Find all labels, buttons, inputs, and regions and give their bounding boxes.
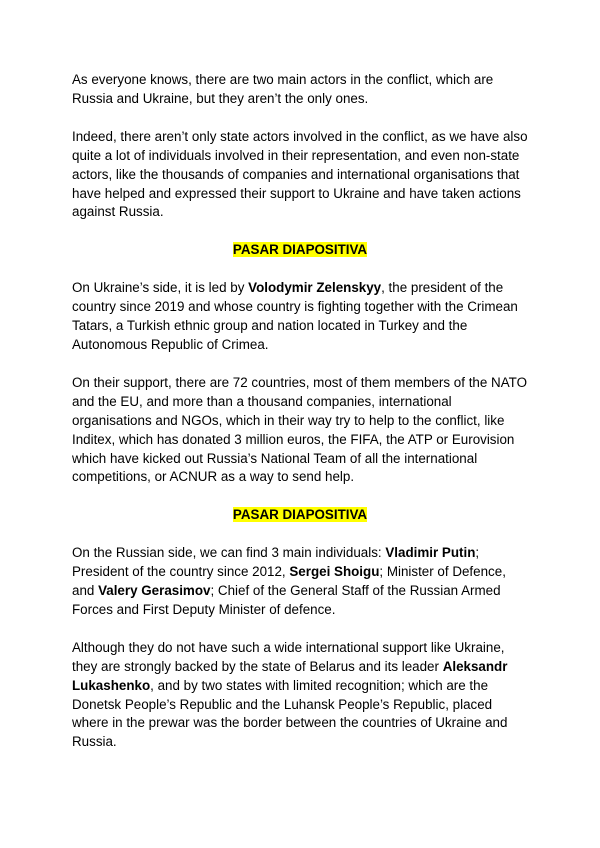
slide-cue-label: PASAR DIAPOSITIVA: [232, 242, 368, 258]
slide-cue-label: PASAR DIAPOSITIVA: [232, 507, 368, 523]
text-run: ; Minister of Defence, and: [72, 564, 506, 599]
text-run: On the Russian side, we can find 3 main individuals:: [72, 545, 386, 561]
document-body: [72, 71, 528, 752]
paragraph-intro: As everyone knows, there are two main actors in the conflict, which are Russia and Ukraine, but they aren’t the only ones.: [72, 72, 494, 106]
paragraph-russia-side: [72, 544, 528, 620]
person-name: Valery Gerasimov: [98, 583, 211, 599]
person-name: Sergei Shoigu: [289, 564, 380, 580]
person-name: Vladimir Putin: [385, 545, 476, 561]
text-run: , the president of the country since 2019 and whose country is fighting together with the Crimean Tatars, a Turkish ethnic group and nation located in Turkey and the Autonomous Republic of Crimea.: [72, 280, 518, 352]
slide-cue-1: [72, 241, 528, 260]
text-run: ; President of the country since 2012,: [72, 545, 480, 580]
text-run: On Ukraine’s side, it is led by: [72, 280, 249, 296]
text-run: , and by two states with limited recognition; which are the Donetsk People’s Republic and the Luhansk People’s Republic, placed where in the prewar was the border between the countries of Ukraine and Russia.: [72, 677, 508, 750]
text-run: Although they do not have such a wide international support like Ukraine, they are strongly backed by the state of Belarus and its leader: [72, 639, 505, 674]
person-name: Volodymir Zelenskyy: [248, 280, 382, 296]
paragraph-russia-support: [72, 639, 528, 752]
paragraph-ukraine-side: [72, 279, 528, 355]
text-run: ; Chief of the General Staff of the Russian Armed Forces and First Deputy Minister of defence.: [72, 583, 501, 617]
slide-cue-2: [72, 506, 528, 525]
person-name: Aleksandr Lukashenko: [72, 658, 508, 693]
paragraph-actors: Indeed, there aren’t only state actors involved in the conflict, as we have also quite a lot of individuals involved in their representation, and even non-state actors, like the thousands of companies and international organisations that have helped and expressed their support to Ukraine and have taken actions against Russia.: [72, 128, 528, 220]
paragraph-ukraine-support: On their support, there are 72 countries, most of them members of the NATO and the EU, and more than a thousand companies, international organisations and NGOs, which in their way try to help to the conflict, like Inditex, which has donated 3 million euros, the FIFA, the ATP or Eurovision which have kicked out Russia’s National Team of all the international competitions, or ACNUR as a way to send help.: [72, 374, 527, 485]
